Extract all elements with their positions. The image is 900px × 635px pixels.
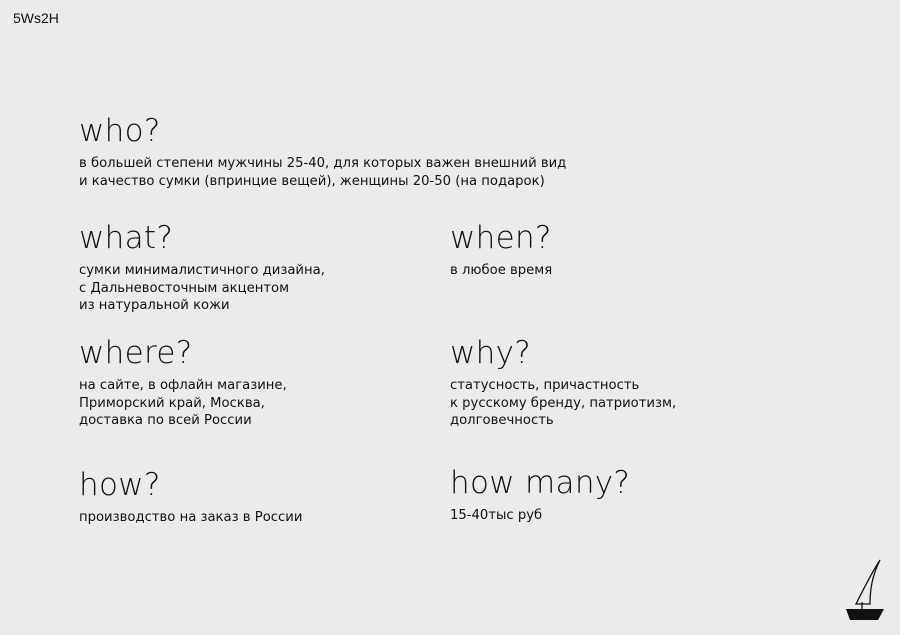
section-heading-what: what? (79, 220, 174, 256)
section-how-many (450, 465, 630, 525)
section-heading-how-many: how many? (450, 465, 631, 501)
page-label: 5Ws2H (13, 10, 59, 26)
section-heading-when: when? (450, 220, 552, 256)
section-heading-why: why? (450, 335, 532, 371)
section-why (450, 335, 676, 430)
section-heading-where: where? (79, 335, 193, 371)
section-who (79, 113, 566, 190)
section-text-why: статусность, причастность к русскому бренду, патриотизм, долговечность (450, 378, 677, 429)
section-heading-how: how? (79, 467, 161, 503)
sailboat-icon (838, 558, 888, 624)
section-text-where: на сайте, в офлайн магазине, Приморский край, Москва, доставка по всей России (79, 378, 287, 429)
section-where (79, 335, 287, 430)
section-text-who: в большей степени мужчины 25-40, для которых важен внешний вид и качество сумки (впринцие вещей), женщины 20-50 (на подарок) (79, 156, 567, 189)
section-text-how: производство на заказ в России (79, 510, 303, 525)
section-how (79, 467, 302, 527)
section-text-what: сумки минималистичного дизайна, с Дальневосточным акцентом из натуральной кожи (79, 263, 325, 314)
section-text-how-many: 15-40тыс руб (450, 508, 543, 523)
section-when (450, 220, 552, 280)
section-text-when: в любое время (450, 263, 553, 278)
section-heading-who: who? (79, 113, 161, 149)
section-what (79, 220, 325, 315)
